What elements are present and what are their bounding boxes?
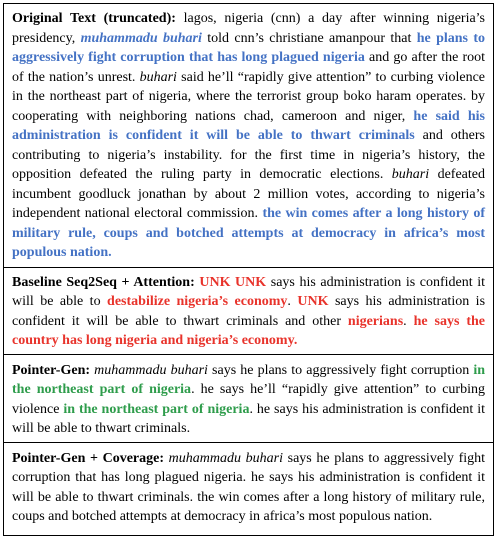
section-body — [12, 11, 485, 260]
text-run: told cnn’s christiane amanpour that — [201, 30, 417, 46]
highlight-blue-italic: muhammadu buhari — [80, 30, 202, 46]
section-pointer-gen-coverage — [4, 442, 493, 530]
section-heading: Pointer-Gen: — [12, 362, 91, 378]
section-heading: Original Text (truncated): — [12, 11, 176, 26]
section-original-text — [4, 4, 493, 267]
text-run: . — [403, 313, 414, 329]
text-run: . — [287, 294, 298, 309]
text-run: says he plans to aggressively fight corruption that has long plagued nigeria. he says his administration is confident it will be able to thwart criminals. the win comes after a long history of military rule, coups and botched attempts at democracy in africa’s most populous nation. — [12, 450, 486, 524]
highlight-blue: he said his administration is confident it will be able to thwart criminals — [12, 108, 485, 143]
highlight-red: UNK UNK — [199, 274, 267, 290]
highlight-italic: buhari — [391, 167, 430, 182]
text-run: says his administration is confident it will be able to thwart criminals and other — [12, 294, 486, 329]
highlight-red: nigerians — [347, 313, 404, 329]
text-run: and others contributing to nigeria’s instability. for the first time in nigeria’s history, the opposition defeated the ruling party in democratic elections. — [12, 128, 485, 182]
highlight-italic: muhammadu buhari — [94, 362, 208, 378]
highlight-italic: buhari — [139, 69, 177, 85]
text-run: . he says his administration is confident it will be able to thwart criminals. — [12, 401, 485, 436]
section-baseline-seq2seq — [4, 267, 493, 354]
text-run: defeated incumbent goodluck jonathan by about 2 million votes, according to nigeria’s independent national electoral commission. — [12, 167, 485, 221]
highlight-blue: the win comes after a long history of military rule, coups and botched attempts at democracy in africa’s most populous nation. — [12, 206, 485, 260]
highlight-green: in the northeast part of nigeria — [12, 362, 486, 397]
section-heading: Baseline Seq2Seq + Attention: — [12, 274, 195, 290]
text-run: lagos, nigeria (cnn) a day after winning nigeria’s presidency, — [12, 11, 486, 46]
text-run: . he says he’ll “rapidly give attention” to curbing violence — [12, 382, 485, 417]
highlight-green: in the northeast part of nigeria — [63, 401, 250, 417]
text-run: says his administration is confident it will be able to — [12, 274, 486, 309]
text-run: said he’ll “rapidly give attention” to curbing violence in the northeast part of nigeria, where the terrorist group boko haram operates. by cooperating with neighboring nations chad, cameroon and niger, — [12, 69, 485, 124]
highlight-red: destabilize nigeria’s economy — [107, 294, 288, 309]
text-run: and go after the root of the nation’s unrest. — [12, 50, 485, 85]
summary-comparison-table — [3, 3, 494, 536]
highlight-red: he says the country has long nigeria and nigeria’s economy. — [12, 313, 485, 348]
text-run: says he plans to aggressively fight corruption — [207, 362, 474, 378]
highlight-blue: he plans to aggressively fight corruption that has long plagued nigeria — [12, 30, 486, 65]
highlight-italic: muhammadu buhari — [168, 450, 283, 466]
section-heading: Pointer-Gen + Coverage: — [12, 450, 165, 466]
section-pointer-gen — [4, 354, 493, 442]
highlight-red: UNK — [297, 294, 329, 309]
